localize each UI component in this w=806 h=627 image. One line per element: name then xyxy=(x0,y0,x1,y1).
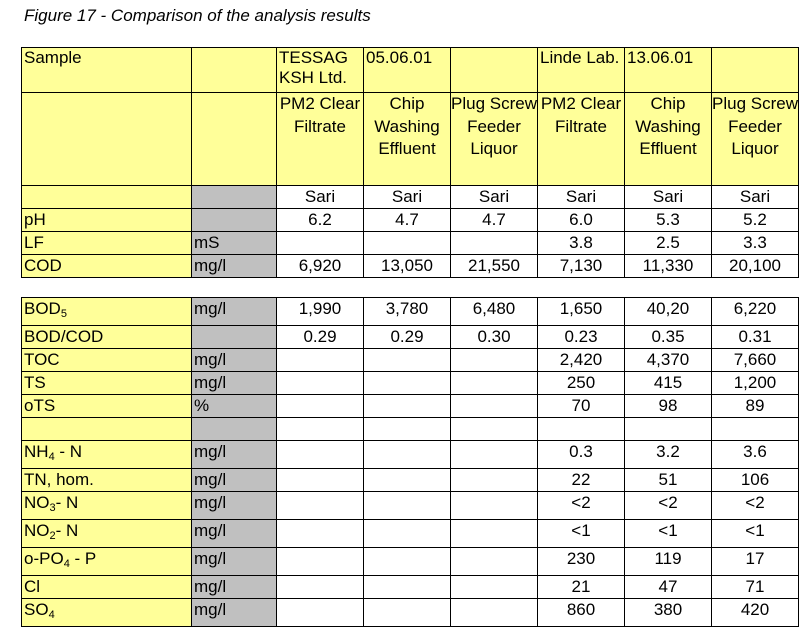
value-cell: 4,370 xyxy=(625,349,712,372)
blank-cell xyxy=(22,93,192,186)
value-cell xyxy=(277,548,364,576)
table-top-body xyxy=(22,209,799,278)
value-cell: 420 xyxy=(712,599,799,627)
value-cell xyxy=(451,441,538,469)
value-cell xyxy=(277,372,364,395)
column-header: Plug Screw Feeder Liquor xyxy=(712,93,799,186)
unit-cell: mg/l xyxy=(192,576,277,599)
value-cell xyxy=(364,372,451,395)
value-cell xyxy=(451,232,538,255)
value-cell: <1 xyxy=(538,520,625,548)
value-cell xyxy=(277,441,364,469)
unit-cell: mg/l xyxy=(192,520,277,548)
value-cell: 3.8 xyxy=(538,232,625,255)
column-header: PM2 Clear Filtrate xyxy=(277,93,364,186)
unit-cell xyxy=(192,418,277,441)
sampler-cell: Sari xyxy=(451,186,538,209)
blank-header xyxy=(451,48,538,93)
value-cell xyxy=(451,599,538,627)
unit-cell: mg/l xyxy=(192,469,277,492)
value-cell xyxy=(277,395,364,418)
value-cell: 13,050 xyxy=(364,255,451,278)
value-cell: 119 xyxy=(625,548,712,576)
value-cell: 380 xyxy=(625,599,712,627)
parameter-cell: BOD/COD xyxy=(22,326,192,349)
value-cell: 70 xyxy=(538,395,625,418)
value-cell: 860 xyxy=(538,599,625,627)
table-row xyxy=(22,576,799,599)
table-row xyxy=(22,349,799,372)
value-cell: 3.6 xyxy=(712,441,799,469)
unit-cell: mg/l xyxy=(192,492,277,520)
value-cell xyxy=(277,349,364,372)
value-cell xyxy=(277,599,364,627)
parameter-cell xyxy=(22,418,192,441)
value-cell: 6,480 xyxy=(451,298,538,326)
parameter-cell: TS xyxy=(22,372,192,395)
value-cell: 415 xyxy=(625,372,712,395)
results-table-top xyxy=(21,47,799,278)
figure-caption: Figure 17 - Comparison of the analysis results xyxy=(24,6,371,25)
table-row xyxy=(22,418,799,441)
value-cell: 106 xyxy=(712,469,799,492)
sampler-cell: Sari xyxy=(712,186,799,209)
value-cell: 3.3 xyxy=(712,232,799,255)
value-cell xyxy=(451,395,538,418)
value-cell xyxy=(364,469,451,492)
value-cell xyxy=(712,418,799,441)
value-cell: <1 xyxy=(625,520,712,548)
date1-header: 05.06.01 xyxy=(364,48,451,93)
sampler-cell: Sari xyxy=(538,186,625,209)
value-cell xyxy=(451,349,538,372)
value-cell xyxy=(364,492,451,520)
value-cell: 0.29 xyxy=(277,326,364,349)
value-cell: 47 xyxy=(625,576,712,599)
value-cell xyxy=(451,492,538,520)
table-row xyxy=(22,599,799,627)
value-cell: 230 xyxy=(538,548,625,576)
parameter-cell: Cl xyxy=(22,576,192,599)
value-cell: <1 xyxy=(712,520,799,548)
value-cell: 5.3 xyxy=(625,209,712,232)
value-cell: 11,330 xyxy=(625,255,712,278)
value-cell: 2.5 xyxy=(625,232,712,255)
table-row xyxy=(22,372,799,395)
parameter-cell: LF xyxy=(22,232,192,255)
parameter-cell: $NO_2-$ N xyxy=(22,520,192,548)
value-cell xyxy=(277,492,364,520)
value-cell xyxy=(277,232,364,255)
value-cell xyxy=(364,520,451,548)
value-cell: 7,660 xyxy=(712,349,799,372)
sampler-cell: Sari xyxy=(277,186,364,209)
results-table-bottom xyxy=(21,297,799,627)
value-cell xyxy=(451,469,538,492)
blank-header xyxy=(712,48,799,93)
table-row xyxy=(22,441,799,469)
value-cell xyxy=(451,520,538,548)
value-cell: 20,100 xyxy=(712,255,799,278)
value-cell: 2,420 xyxy=(538,349,625,372)
value-cell xyxy=(364,599,451,627)
unit-cell xyxy=(192,326,277,349)
parameter-cell: $NH_4$ - N xyxy=(22,441,192,469)
value-cell xyxy=(625,418,712,441)
column-header: Chip Washing Effluent xyxy=(625,93,712,186)
table-row xyxy=(22,298,799,326)
table-row xyxy=(22,492,799,520)
unit-cell: mg/l xyxy=(192,441,277,469)
table-bottom-body xyxy=(22,298,799,627)
value-cell: <2 xyxy=(712,492,799,520)
value-cell: 40,20 xyxy=(625,298,712,326)
unit-cell: % xyxy=(192,395,277,418)
value-cell xyxy=(364,441,451,469)
value-cell: 0.23 xyxy=(538,326,625,349)
value-cell: 17 xyxy=(712,548,799,576)
parameter-cell: $o-PO_4$ - P xyxy=(22,548,192,576)
table-row xyxy=(22,209,799,232)
blank-cell xyxy=(22,186,192,209)
parameter-cell: TOC xyxy=(22,349,192,372)
value-cell: 0.3 xyxy=(538,441,625,469)
value-cell: 51 xyxy=(625,469,712,492)
table-row xyxy=(22,326,799,349)
parameter-cell: $NO_3-$ N xyxy=(22,492,192,520)
value-cell xyxy=(451,418,538,441)
parameter-cell: TN, hom. xyxy=(22,469,192,492)
value-cell xyxy=(538,418,625,441)
value-cell: 3.2 xyxy=(625,441,712,469)
value-cell: 0.35 xyxy=(625,326,712,349)
value-cell: 1,990 xyxy=(277,298,364,326)
table-row xyxy=(22,255,799,278)
parameter-cell: oTS xyxy=(22,395,192,418)
column-header: PM2 Clear Filtrate xyxy=(538,93,625,186)
lab1-header: TESSAG KSH Ltd. xyxy=(277,48,364,93)
value-cell xyxy=(364,418,451,441)
value-cell: 0.29 xyxy=(364,326,451,349)
table-row xyxy=(22,469,799,492)
value-cell: 5.2 xyxy=(712,209,799,232)
value-cell: 6.2 xyxy=(277,209,364,232)
unit-cell xyxy=(192,209,277,232)
column-header: Chip Washing Effluent xyxy=(364,93,451,186)
value-cell xyxy=(364,349,451,372)
value-cell: 4.7 xyxy=(364,209,451,232)
blank-cell xyxy=(192,186,277,209)
value-cell xyxy=(364,232,451,255)
value-cell: 89 xyxy=(712,395,799,418)
value-cell: 98 xyxy=(625,395,712,418)
value-cell xyxy=(277,418,364,441)
unit-cell: mg/l xyxy=(192,298,277,326)
value-cell: 22 xyxy=(538,469,625,492)
sampler-cell: Sari xyxy=(625,186,712,209)
parameter-cell: $SO_4$ xyxy=(22,599,192,627)
value-cell xyxy=(277,520,364,548)
sampler-cell: Sari xyxy=(364,186,451,209)
value-cell: <2 xyxy=(625,492,712,520)
value-cell: 7,130 xyxy=(538,255,625,278)
value-cell xyxy=(451,372,538,395)
table-row xyxy=(22,548,799,576)
value-cell: 4.7 xyxy=(451,209,538,232)
value-cell: 250 xyxy=(538,372,625,395)
value-cell xyxy=(451,576,538,599)
column-header: Plug Screw Feeder Liquor xyxy=(451,93,538,186)
value-cell: 6,920 xyxy=(277,255,364,278)
unit-cell: mg/l xyxy=(192,599,277,627)
unit-cell: mg/l xyxy=(192,548,277,576)
date2-header: 13.06.01 xyxy=(625,48,712,93)
unit-cell: mg/l xyxy=(192,349,277,372)
table-row xyxy=(22,520,799,548)
unit-cell: mS xyxy=(192,232,277,255)
unit-cell: mg/l xyxy=(192,372,277,395)
parameter-cell: $BOD_5$ xyxy=(22,298,192,326)
lab2-header: Linde Lab. xyxy=(538,48,625,93)
value-cell: 6,220 xyxy=(712,298,799,326)
value-cell: 0.31 xyxy=(712,326,799,349)
sample-header: Sample xyxy=(22,48,192,93)
value-cell: <2 xyxy=(538,492,625,520)
value-cell: 21,550 xyxy=(451,255,538,278)
value-cell xyxy=(277,576,364,599)
value-cell xyxy=(364,576,451,599)
value-cell xyxy=(364,395,451,418)
value-cell: 3,780 xyxy=(364,298,451,326)
table-row xyxy=(22,232,799,255)
table-row xyxy=(22,395,799,418)
value-cell: 6.0 xyxy=(538,209,625,232)
parameter-cell: COD xyxy=(22,255,192,278)
value-cell: 1,650 xyxy=(538,298,625,326)
value-cell xyxy=(364,548,451,576)
blank-cell xyxy=(192,93,277,186)
value-cell: 71 xyxy=(712,576,799,599)
value-cell: 21 xyxy=(538,576,625,599)
value-cell xyxy=(277,469,364,492)
unit-cell: mg/l xyxy=(192,255,277,278)
blank-header xyxy=(192,48,277,93)
value-cell xyxy=(451,548,538,576)
value-cell: 0.30 xyxy=(451,326,538,349)
value-cell: 1,200 xyxy=(712,372,799,395)
parameter-cell: pH xyxy=(22,209,192,232)
